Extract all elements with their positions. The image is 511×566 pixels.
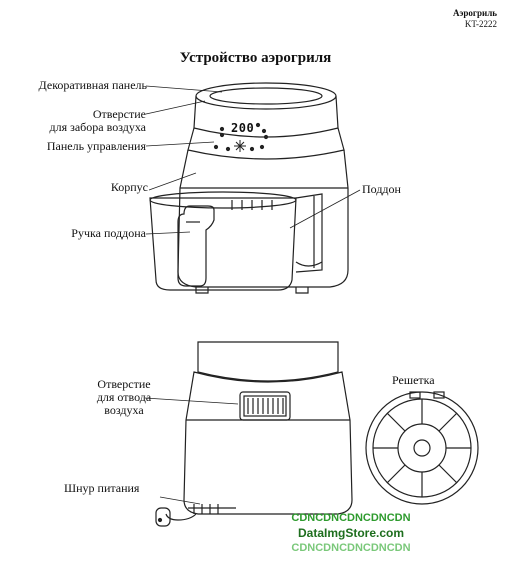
grid-label: Решетка	[392, 373, 435, 387]
power-cord-label: Шнур питания	[64, 481, 140, 495]
air-inlet-label	[0, 108, 146, 134]
tray	[150, 198, 296, 290]
product-name: Аэрогриль	[453, 8, 497, 18]
air-outlet-label-line-1: Отверстие	[97, 377, 151, 391]
air-inlet-label-line-1: Отверстие	[92, 107, 146, 121]
air-fryer-front	[150, 83, 348, 293]
watermark	[268, 511, 434, 556]
air-outlet-label	[82, 378, 166, 417]
page-title: Устройство аэрогриля	[179, 50, 332, 66]
decorative-panel	[196, 83, 336, 109]
air-outlet-label-line-2: для отвода	[96, 390, 152, 404]
control-panel-label: Панель управления	[46, 139, 146, 153]
watermark-line-1: CDNCDNCDNCDNCDN	[291, 512, 411, 524]
decor-panel-label: Декоративная панель	[38, 78, 147, 92]
air-inlet-label-line-2: для забора воздуха	[49, 120, 146, 134]
air-outlet-label-line-3: воздуха	[104, 403, 144, 417]
watermark-site: DataImgStore.com	[297, 526, 405, 540]
tray-handle	[178, 206, 214, 286]
model-number: KT-2222	[464, 19, 497, 29]
grid-illustration	[366, 392, 478, 504]
tray-handle-label: Ручка поддона	[71, 226, 146, 240]
tray-label: Поддон	[362, 182, 401, 196]
body-label: Корпус	[110, 180, 148, 194]
air-fryer-rear	[156, 342, 352, 526]
watermark-line-3: CDNCDNCDNCDNCDN	[291, 542, 411, 554]
display-readout: 200	[231, 121, 255, 135]
